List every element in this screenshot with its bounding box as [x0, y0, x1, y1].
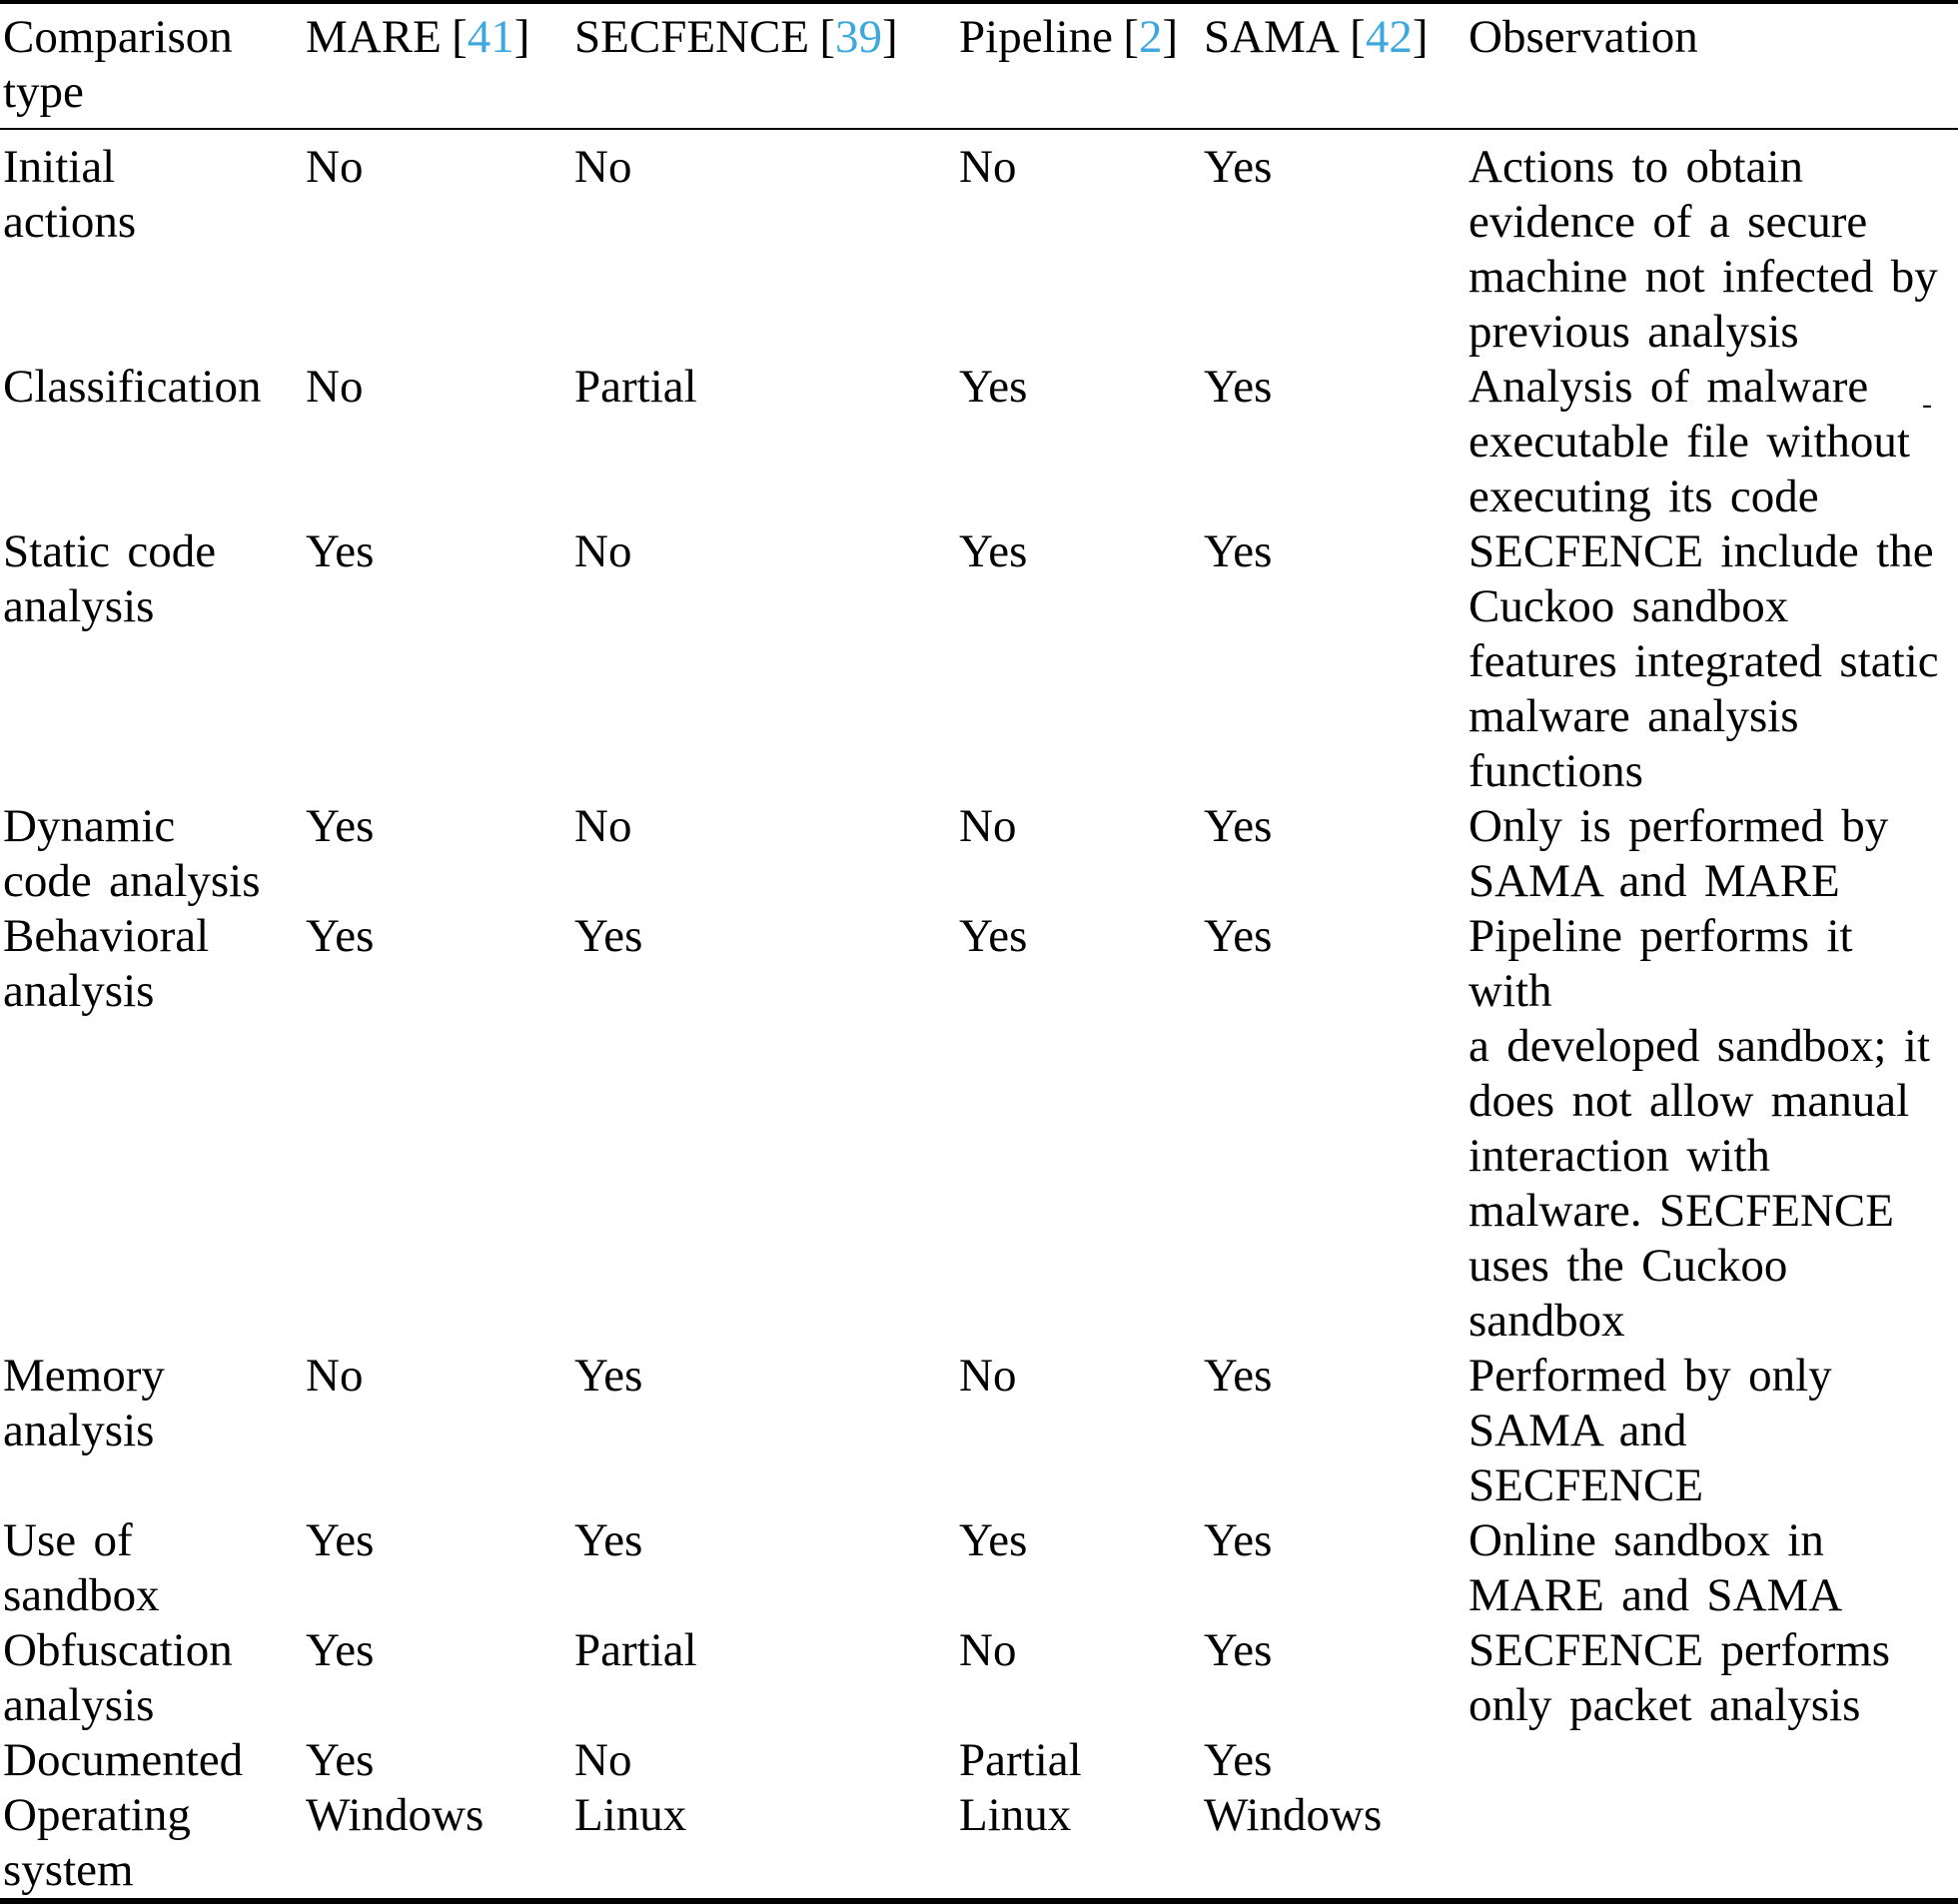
value-text: Linux	[574, 1789, 687, 1841]
observation-line: Online sandbox in	[1468, 1514, 1824, 1566]
value-cell	[574, 909, 959, 1349]
row-type-line: sandbox	[3, 1569, 160, 1621]
value-cell	[574, 360, 959, 524]
observation-line: functions	[1468, 745, 1643, 797]
value-cell	[959, 909, 1204, 1349]
observation-line: interaction with	[1468, 1130, 1770, 1182]
observation-line: SECFENCE performs	[1468, 1624, 1891, 1676]
value-text: Partial	[574, 1624, 697, 1676]
col-header-sama	[1204, 2, 1468, 129]
value-text: Yes	[1204, 1350, 1273, 1402]
bracket-close: ]	[1412, 11, 1429, 63]
observation-cell	[1468, 799, 1958, 909]
observation-line: executable file without	[1468, 416, 1910, 468]
value-cell	[306, 1513, 574, 1623]
row-comparison-type-cell	[0, 1788, 306, 1901]
value-cell	[959, 1513, 1204, 1623]
observation-line: SAMA and	[1468, 1405, 1687, 1456]
table-row	[0, 909, 1958, 1349]
value-text: Partial	[959, 1734, 1082, 1786]
col-header-pipeline	[959, 2, 1204, 129]
row-comparison-type-cell	[0, 909, 306, 1349]
value-text: Yes	[959, 525, 1028, 577]
value-text: Yes	[1204, 141, 1273, 193]
value-text: No	[306, 141, 364, 193]
value-cell	[959, 360, 1204, 524]
value-text: Yes	[1204, 1624, 1273, 1676]
value-text: Yes	[306, 1624, 375, 1676]
value-cell	[1204, 1733, 1468, 1788]
observation-line: SECFENCE include the	[1468, 525, 1934, 577]
row-comparison-type-cell	[0, 360, 306, 524]
row-type-line: Use of	[3, 1514, 133, 1566]
value-cell	[1204, 129, 1468, 360]
row-type-line: analysis	[3, 1405, 155, 1456]
value-text: No	[959, 1624, 1017, 1676]
row-type-line: analysis	[3, 965, 155, 1017]
row-type-line: system	[3, 1844, 134, 1896]
observation-line: malware. SECFENCE	[1468, 1185, 1894, 1237]
observation-line: only packet analysis	[1468, 1679, 1861, 1731]
value-text: Windows	[306, 1789, 485, 1841]
value-cell	[1204, 524, 1468, 799]
table-body	[0, 129, 1958, 1901]
row-type-line: analysis	[3, 580, 155, 632]
citation-number[interactable]: 42	[1365, 11, 1413, 63]
value-cell	[574, 1788, 959, 1901]
row-comparison-type-cell	[0, 524, 306, 799]
observation-line: SAMA and MARE	[1468, 855, 1840, 907]
observation-line: features integrated static	[1468, 635, 1939, 687]
observation-line: Pipeline performs it with	[1468, 910, 1853, 1017]
value-text: No	[574, 800, 632, 852]
value-text: Yes	[306, 1514, 375, 1566]
table-row	[0, 1513, 1958, 1623]
value-cell	[574, 1513, 959, 1623]
row-comparison-type-cell	[0, 129, 306, 360]
value-text: Yes	[1204, 361, 1273, 413]
value-text: Yes	[959, 910, 1028, 962]
header-row	[0, 2, 1958, 129]
value-cell	[1204, 1623, 1468, 1733]
value-text: Yes	[1204, 1514, 1273, 1566]
row-comparison-type-cell	[0, 1513, 306, 1623]
value-cell	[574, 524, 959, 799]
value-text: Yes	[959, 361, 1028, 413]
row-type-line: Classification	[3, 361, 262, 413]
tool-name: MARE	[306, 11, 442, 63]
value-cell	[1204, 909, 1468, 1349]
observation-cell	[1468, 1349, 1958, 1513]
row-type-line: Memory	[3, 1350, 165, 1402]
table-row	[0, 360, 1958, 524]
value-text: Yes	[306, 525, 375, 577]
value-text: Yes	[574, 1350, 643, 1402]
tool-name: Pipeline	[959, 11, 1114, 63]
bracket-open: [	[819, 11, 836, 63]
value-text: Yes	[306, 910, 375, 962]
value-cell	[306, 1733, 574, 1788]
value-cell	[959, 1733, 1204, 1788]
value-text: No	[574, 525, 632, 577]
observation-cell	[1468, 1733, 1958, 1788]
value-cell	[1204, 1349, 1468, 1513]
header-line: type	[3, 66, 84, 118]
row-type-line: Documented	[3, 1734, 244, 1786]
observation-line: Only is performed by	[1468, 800, 1889, 852]
value-cell	[574, 1733, 959, 1788]
value-cell	[574, 799, 959, 909]
scan-stray-mark: -	[1922, 388, 1932, 421]
value-cell	[959, 799, 1204, 909]
observation-line: sandbox	[1468, 1295, 1625, 1347]
observation-line: machine not infected by	[1468, 251, 1938, 303]
value-text: No	[574, 141, 632, 193]
table-row	[0, 1623, 1958, 1733]
row-type-line: Operating	[3, 1789, 191, 1841]
value-cell	[306, 524, 574, 799]
value-text: Yes	[959, 1514, 1028, 1566]
value-cell	[959, 129, 1204, 360]
value-cell	[306, 1788, 574, 1901]
row-type-line: code analysis	[3, 855, 261, 907]
value-cell	[959, 1349, 1204, 1513]
tool-name: SECFENCE	[574, 11, 810, 63]
observation-line: MARE and SAMA	[1468, 1569, 1843, 1621]
col-header-comparison-type	[0, 2, 306, 129]
value-text: Yes	[1204, 910, 1273, 962]
row-comparison-type-cell	[0, 799, 306, 909]
row-type-line: Initial	[3, 141, 116, 193]
observation-line: does not allow manual	[1468, 1075, 1910, 1127]
value-text: Partial	[574, 361, 697, 413]
value-text: Yes	[1204, 800, 1273, 852]
value-cell	[306, 360, 574, 524]
value-text: No	[306, 361, 364, 413]
bracket-close: ]	[1162, 11, 1179, 63]
header-observation-label: Observation	[1468, 11, 1698, 63]
table-row	[0, 129, 1958, 360]
citation	[1350, 11, 1428, 63]
col-header-secfence	[574, 2, 959, 129]
value-cell	[1204, 360, 1468, 524]
bracket-close: ]	[513, 11, 530, 63]
row-type-line: actions	[3, 196, 137, 248]
observation-cell	[1468, 129, 1958, 360]
observation-line: evidence of a secure	[1468, 196, 1868, 248]
observation-line: Performed by only	[1468, 1350, 1832, 1402]
observation-line: Actions to obtain	[1468, 141, 1804, 193]
table-row	[0, 799, 1958, 909]
citation-number[interactable]: 2	[1139, 11, 1163, 63]
observation-line: previous analysis	[1468, 306, 1799, 358]
value-text: Linux	[959, 1789, 1072, 1841]
observation-cell	[1468, 1513, 1958, 1623]
value-text: Windows	[1204, 1789, 1383, 1841]
tool-name: SAMA	[1204, 11, 1340, 63]
observation-cell	[1468, 1788, 1958, 1901]
observation-line: executing its code	[1468, 471, 1819, 522]
value-cell	[959, 524, 1204, 799]
observation-line: Analysis of malware	[1468, 361, 1869, 413]
table-row	[0, 1733, 1958, 1788]
value-text: No	[574, 1734, 632, 1786]
observation-line: uses the Cuckoo	[1468, 1240, 1788, 1292]
value-cell	[306, 799, 574, 909]
value-cell	[574, 1349, 959, 1513]
bracket-open: [	[1123, 11, 1140, 63]
row-type-line: analysis	[3, 1679, 155, 1731]
row-comparison-type-cell	[0, 1349, 306, 1513]
value-cell	[306, 909, 574, 1349]
value-text: Yes	[306, 1734, 375, 1786]
bracket-open: [	[452, 11, 468, 63]
observation-line: a developed sandbox; it	[1468, 1020, 1930, 1072]
citation-number[interactable]: 39	[835, 11, 883, 63]
header-line: Comparison	[3, 11, 233, 63]
citation	[819, 11, 897, 63]
table-row	[0, 524, 1958, 799]
value-text: No	[959, 1350, 1017, 1402]
row-type-line: Dynamic	[3, 800, 176, 852]
table-row	[0, 1788, 1958, 1901]
value-text: No	[306, 1350, 364, 1402]
citation	[1123, 11, 1178, 63]
table-row	[0, 1349, 1958, 1513]
observation-cell	[1468, 1623, 1958, 1733]
observation-line: Cuckoo sandbox	[1468, 580, 1789, 632]
value-text: Yes	[1204, 525, 1273, 577]
value-cell	[574, 129, 959, 360]
value-cell	[306, 1623, 574, 1733]
value-text: Yes	[306, 800, 375, 852]
row-type-line: Static code	[3, 525, 217, 577]
value-text: Yes	[574, 910, 643, 962]
value-cell	[1204, 1788, 1468, 1901]
value-cell	[959, 1623, 1204, 1733]
col-header-observation	[1468, 2, 1958, 129]
bracket-open: [	[1350, 11, 1366, 63]
value-text: No	[959, 800, 1017, 852]
value-cell	[306, 129, 574, 360]
col-header-mare	[306, 2, 574, 129]
value-text: Yes	[1204, 1734, 1273, 1786]
value-cell	[306, 1349, 574, 1513]
value-cell	[1204, 1513, 1468, 1623]
citation-number[interactable]: 41	[467, 11, 514, 63]
observation-cell	[1468, 524, 1958, 799]
bracket-close: ]	[882, 11, 898, 63]
value-cell	[574, 1623, 959, 1733]
citation	[452, 11, 529, 63]
row-comparison-type-cell	[0, 1733, 306, 1788]
row-comparison-type-cell	[0, 1623, 306, 1733]
value-cell	[959, 1788, 1204, 1901]
observation-line: malware analysis	[1468, 690, 1799, 742]
observation-cell	[1468, 360, 1958, 524]
row-type-line: Behavioral	[3, 910, 210, 962]
observation-line: SECFENCE	[1468, 1459, 1704, 1511]
value-cell	[1204, 799, 1468, 909]
value-text: No	[959, 141, 1017, 193]
row-type-line: Obfuscation	[3, 1624, 233, 1676]
value-text: Yes	[574, 1514, 643, 1566]
observation-cell	[1468, 909, 1958, 1349]
